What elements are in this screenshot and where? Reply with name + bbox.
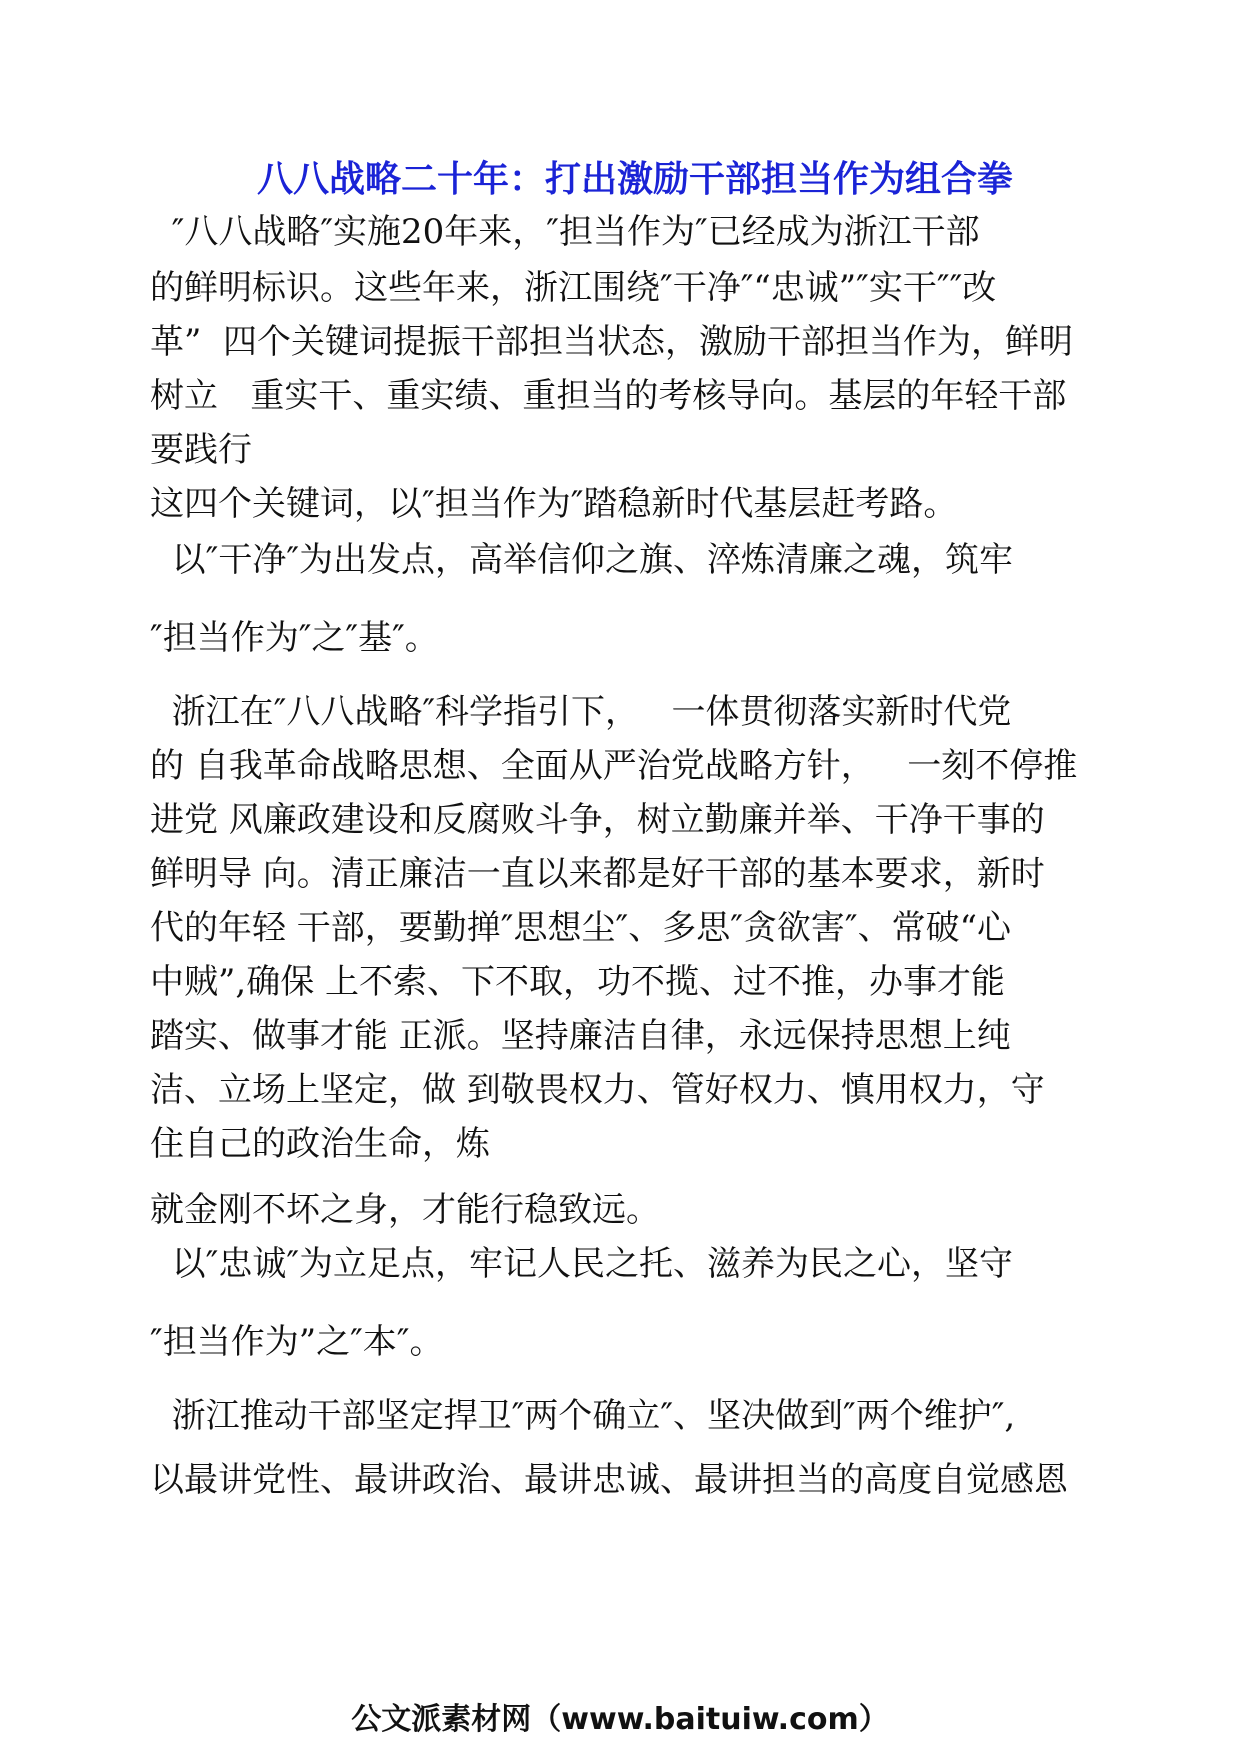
body-line: ″担当作为”之″本″。 [150, 1322, 444, 1362]
body-line: 以最讲党性、最讲政治、最讲忠诚、最讲担当的高度自觉感恩 [150, 1460, 1068, 1500]
body-line: 革” 四个关键词提振干部担当状态，激励干部担当作为，鲜明 [150, 322, 1073, 362]
body-line: 踏实、做事才能 正派。坚持廉洁自律，永远保持思想上纯 [150, 1016, 1011, 1056]
body-line: ″担当作为″之″基″。 [150, 618, 439, 658]
body-line: 中贼”,确保 上不索、下不取，功不揽、过不推，办事才能 [150, 962, 1005, 1002]
body-line: 以″干净″为出发点，高举信仰之旗、淬炼清廉之魂，筑牢 [150, 540, 1014, 580]
body-line: 的 自我革命战略思想、全面从严治党战略方针， 一刻不停推 [150, 746, 1078, 786]
body-line: 树立 重实干、重实绩、重担当的考核导向。基层的年轻干部 [150, 376, 1067, 416]
body-line: 就金刚不坏之身，才能行稳致远。 [150, 1190, 660, 1230]
document-title: 八八战略二十年：打出激励干部担当作为组合拳 [256, 159, 1013, 200]
body-line: 浙江推动干部坚定捍卫″两个确立″、坚决做到″两个维护″, [150, 1396, 1016, 1436]
body-line: 住自己的政治生命，炼 [150, 1124, 490, 1164]
body-line: 进党 风廉政建设和反腐败斗争，树立勤廉并举、干净干事的 [150, 800, 1045, 840]
footer-source: 公文派素材网（www.baituiw.com） [351, 1702, 889, 1737]
body-line: 鲜明导 向。清正廉洁一直以来都是好干部的基本要求，新时 [150, 854, 1045, 894]
body-line: 要践行 [150, 430, 252, 470]
body-line: 这四个关键词，以″担当作为″踏稳新时代基层赶考路。 [150, 484, 958, 524]
body-line: 的鲜明标识。这些年来，浙江围绕″干净″“忠诚”″实干″″改 [150, 268, 997, 308]
body-line: 洁、立场上坚定，做 到敬畏权力、管好权力、慎用权力，守 [150, 1070, 1045, 1110]
body-line: 以″忠诚″为立足点，牢记人民之托、滋养为民之心，坚守 [150, 1244, 1014, 1284]
body-line: 浙江在″八八战略″科学指引下， 一体贯彻落实新时代党 [150, 692, 1012, 732]
body-line: 代的年轻 干部，要勤掸″思想尘″、多思″贪欲害″、常破“心 [150, 908, 1011, 948]
body-line: ″八八战略″实施20年来，″担当作为″已经成为浙江干部 [150, 212, 980, 252]
